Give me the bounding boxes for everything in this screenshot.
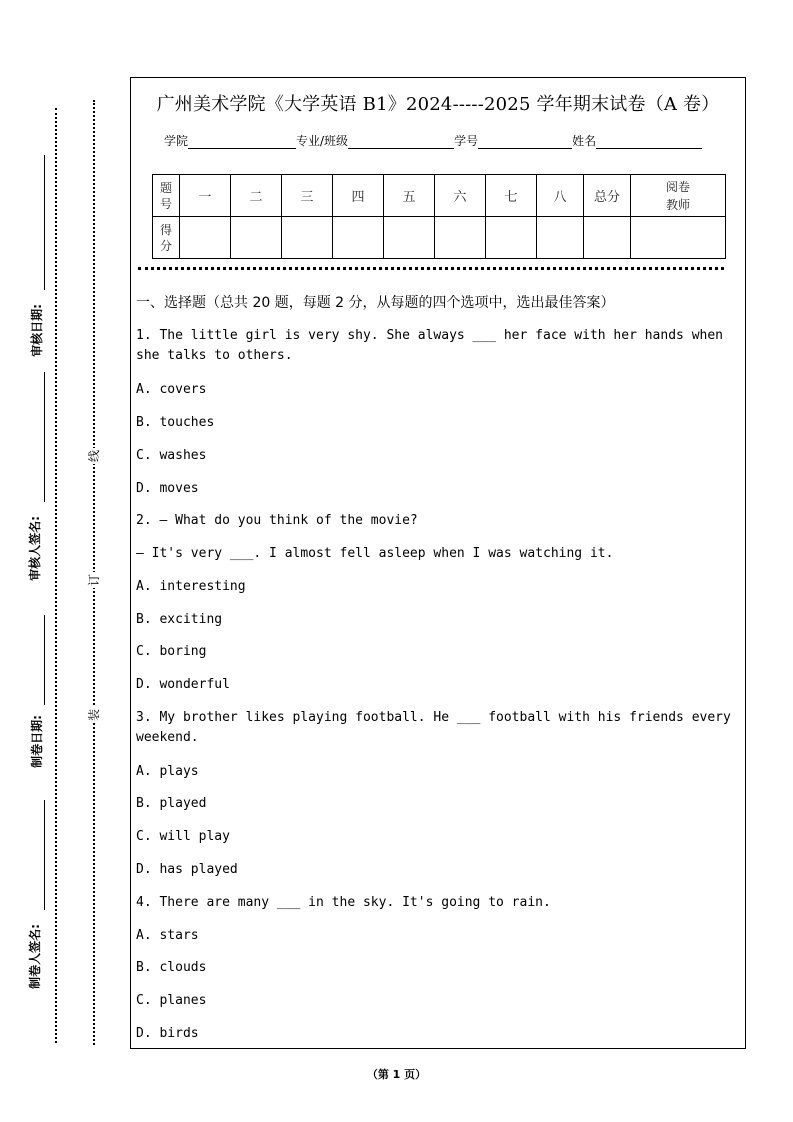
score-cell	[333, 217, 384, 259]
score-cell	[584, 217, 631, 259]
reviewer-sign-label: 审核人签名:	[27, 516, 42, 581]
option: D. wonderful	[136, 677, 230, 692]
score-cell	[180, 217, 231, 259]
question-stem: 4. There are many ___ in the sky. It's going to rain.	[136, 895, 551, 910]
score-cell	[282, 217, 333, 259]
question-stem: 3. My brother likes playing football. He ___ football with his friends every weekend.	[136, 710, 731, 745]
student-info-row	[164, 132, 702, 149]
page-number: （第 1 页）	[366, 1068, 427, 1081]
option: C. will play	[136, 829, 230, 844]
exam-title: 广州美术学院《大学英语 B1》2024-----2025 学年期末试卷（A 卷）	[156, 94, 720, 115]
col-7: 七	[486, 175, 537, 217]
dotted-line-left	[55, 108, 57, 1043]
name-label: 姓名	[572, 134, 597, 148]
score-cell	[631, 217, 726, 259]
section-title: 一、选择题（总共 20 题，每题 2 分，从每题的四个选项中，选出最佳答案）	[136, 295, 615, 311]
name-field[interactable]	[596, 136, 702, 149]
option: D. has played	[136, 862, 238, 877]
option: B. exciting	[136, 612, 223, 627]
college-field[interactable]	[188, 136, 296, 149]
cut-mark-line: 线	[87, 450, 101, 463]
score-cell	[231, 217, 282, 259]
review-date-line	[44, 155, 45, 290]
col-4: 四	[333, 175, 384, 217]
question-stem: 1. The little girl is very shy. She always ___ her face with her hands when she talks to others.	[136, 328, 723, 363]
review-date-label: 审核日期:	[29, 304, 44, 357]
col-total: 总分	[584, 175, 631, 217]
option: A. covers	[136, 382, 207, 397]
col-3: 三	[282, 175, 333, 217]
made-date-line	[44, 615, 45, 705]
score-cell	[435, 217, 486, 259]
row-label-question: 题号	[153, 175, 180, 217]
maker-sign-label: 制卷人签名:	[27, 924, 42, 989]
score-table	[152, 174, 726, 259]
question-stem-line2: — It's very ___. I almost fell asleep when I was watching it.	[136, 546, 614, 561]
option: B. played	[136, 796, 207, 811]
col-8: 八	[537, 175, 584, 217]
exam-frame	[130, 77, 746, 1049]
option: C. washes	[136, 448, 207, 463]
student-id-field[interactable]	[478, 136, 572, 149]
option: B. touches	[136, 415, 215, 430]
col-6: 六	[435, 175, 486, 217]
col-2: 二	[231, 175, 282, 217]
cut-mark-bind: 订	[87, 574, 101, 587]
col-1: 一	[180, 175, 231, 217]
option: D. moves	[136, 481, 199, 496]
score-cell	[537, 217, 584, 259]
option: C. boring	[136, 644, 207, 659]
row-label-score: 得分	[153, 217, 180, 259]
major-class-label: 专业/班级	[296, 134, 349, 148]
cut-mark-pack: 装	[87, 709, 101, 722]
student-id-label: 学号	[454, 134, 479, 148]
option: A. interesting	[136, 579, 246, 594]
option: B. clouds	[136, 960, 207, 975]
score-cell	[384, 217, 435, 259]
college-label: 学院	[164, 134, 189, 148]
maker-sign-line	[44, 800, 45, 910]
option: A. plays	[136, 764, 199, 779]
option: A. stars	[136, 928, 199, 943]
option: D. birds	[136, 1026, 199, 1041]
col-reviewer: 阅卷教师	[631, 175, 726, 217]
option: C. planes	[136, 993, 207, 1008]
score-cell	[486, 217, 537, 259]
major-class-field[interactable]	[348, 136, 454, 149]
dotted-separator	[138, 267, 724, 270]
question-stem: 2. — What do you think of the movie?	[136, 513, 418, 528]
reviewer-sign-line	[44, 372, 45, 502]
col-5: 五	[384, 175, 435, 217]
made-date-label: 制卷日期:	[29, 715, 44, 768]
